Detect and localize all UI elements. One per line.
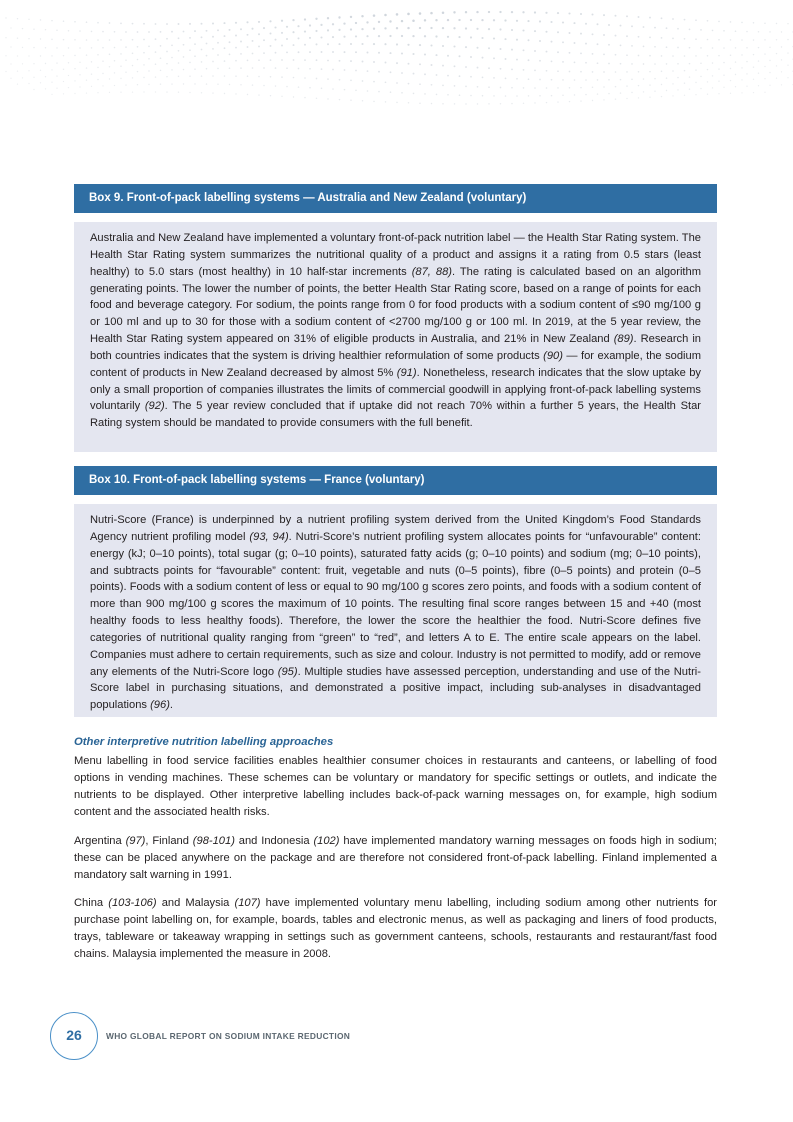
citation: (89) — [613, 333, 634, 346]
citation: (102) — [313, 835, 340, 847]
page-number: 26 — [66, 1027, 82, 1043]
citation: (97) — [125, 835, 146, 847]
citation: (95) — [277, 665, 298, 678]
section-heading: Other interpretive nutrition labelling approaches — [74, 736, 334, 748]
citation: (87, 88) — [411, 265, 452, 278]
box-10-title: Box 10. Front-of-pack labelling systems — France (voluntary) — [74, 466, 717, 495]
citation: (96) — [150, 699, 170, 712]
paragraph-menu-labelling-asia: China (103-106) and Malaysia (107) have implemented voluntary menu labelling, including sodium among other nutrients for purchase point labelling on, for example, boards, tables and electronic menus, as well as packaging and liners of food products, trays, tableware or takeaway wrapping in settings such as government canteens, schools, restaurants and restaurant/fast food chains. Malaysia implemented the measure in 2008. — [74, 897, 717, 960]
box-10-body: Nutri-Score (France) is underpinned by a nutrient profiling system derived from the United Kingdom’s Food Standards Agency nutrient profiling model (93, 94). Nutri-Score’s nutrient profiling system allocates points for “unfavourable” content: energy (kJ; 0–10 points), total sugar (g; 0–10 points), saturated fatty acids (g; 0–10 points) and sodium (mg; 0–10 points), and subtracts points for “favourable” content: fruit, vegetable and nuts (0–5 points), fibre (0–5 points) and protein (0–5 points). Foods with a sodium content of less or equal to 90 mg/100 g scores zero points, and foods with a sodium content of more than 900 mg/100 g scores the maximum of 10 points. The resulting final score ranges between 15 and +40 (most healthy foods to less healthy foods). Therefore, the lower the score the healthier the food. Nutri-Score defines five categories of nutritional quality ranging from “green” to “red”, and letters A to E. The entire scale appears on the label. Companies must adhere to certain requirements, such as size and colour. Industry is not permitted to modify, add or remove any elements of the Nutri-Score logo (95). Multiple studies have assessed perception, understanding and use of the Nutri-Score label in purchasing situations, and demonstrated a positive impact, including sub-analyses in disadvantaged populations (96). — [74, 504, 717, 717]
citation: (107) — [234, 897, 261, 909]
citation: (92) — [144, 400, 165, 413]
decorative-dot-pattern — [0, 0, 793, 130]
citation: (93, 94) — [249, 530, 289, 543]
running-title: WHO GLOBAL REPORT ON SODIUM INTAKE REDUCTION — [106, 1031, 351, 1041]
citation: (90) — [543, 349, 563, 362]
box-9-title: Box 9. Front-of-pack labelling systems — Australia and New Zealand (voluntary) — [74, 184, 717, 213]
paragraph-menu-labelling: Menu labelling in food service facilities enables healthier consumer choices in restaurants and canteens, or labelling of food options in vending machines. These schemes can be voluntary or mandatory for specific settings or outlets, and indicate the nutrients to be displayed. Other interpretive labelling includes back-of-pack warning messages on, for example, high sodium content and the associated health risks. — [74, 755, 717, 818]
page-number-badge — [50, 1012, 98, 1060]
citation: (98-101) — [192, 835, 235, 847]
box-9-body: Australia and New Zealand have implemented a voluntary front-of-pack nutrition label — the Health Star Rating system. The Health Star Rating system summarizes the nutritional quality of a product and assigns it a rating from 0.5 stars (least healthy) to 5.0 stars (most healthy) in 10 half-star increments (87, 88). The rating is calculated based on an algorithm generating points. The lower the number of points, the better Health Star Rating score, based on a range of points for each food and beverage category. For sodium, the points range from 0 for food products with a sodium content of ≤90 mg/100 g or 100 ml and up to 30 for those with a sodium content of <2700 mg/100 g or 100 ml. In 2019, at the 5 year review, the Health Star Rating system appeared on 31% of eligible products in Australia, and 21% in New Zealand (89). Research in both countries indicates that the system is driving healthier reformulation of some products (90) — for example, the sodium content of products in New Zealand decreased by almost 5% (91). Nonetheless, research indicates that the slow uptake by only a small proportion of companies illustrates the limits of commercial goodwill in applying front-of-pack labelling systems voluntarily (92). The 5 year review concluded that if uptake did not reach 70% within a further 5 years, the Health Star Rating system should be mandated to provide consumers with the full benefit. — [74, 222, 717, 452]
paragraph-warning-messages: Argentina (97), Finland (98-101) and Indonesia (102) have implemented mandatory warning messages on foods high in sodium; these can be placed anywhere on the package and are therefore not considered front-of-pack labelling. Finland implemented a mandatory salt warning in 1991. — [74, 835, 718, 881]
citation: (91) — [396, 366, 417, 379]
citation: (103-106) — [108, 897, 157, 909]
